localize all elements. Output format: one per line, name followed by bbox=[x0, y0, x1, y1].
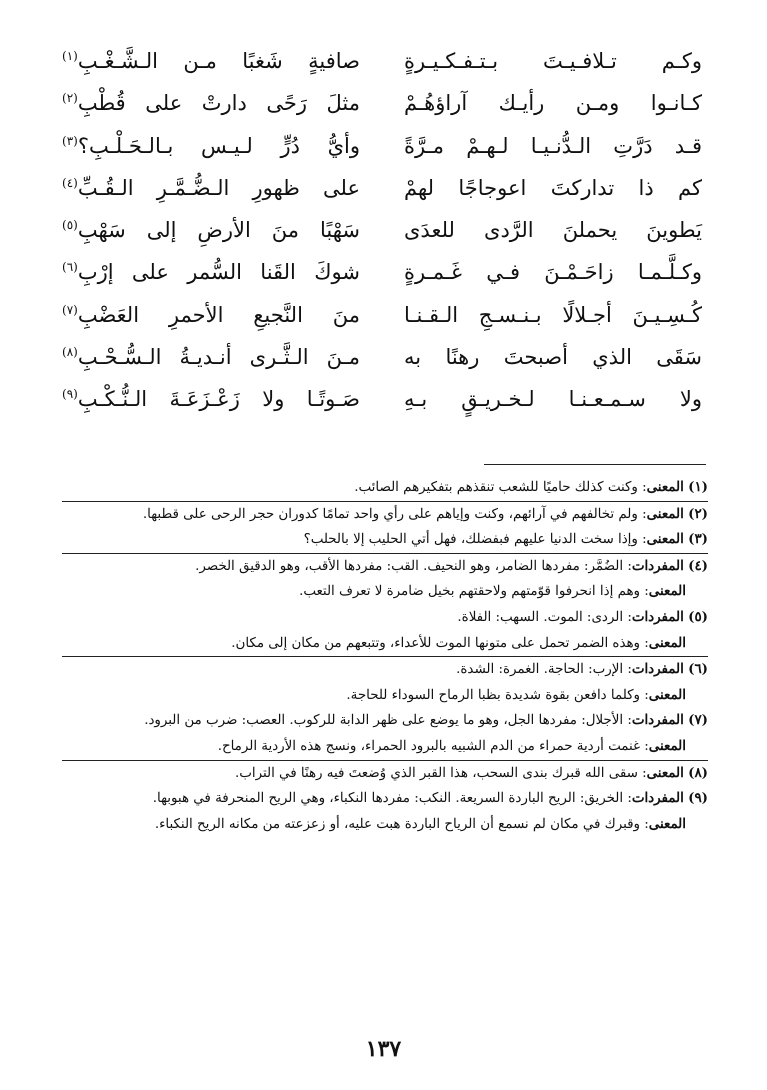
verse-first-hemistich: يَطوينَ يحملنَ الرَّدى للعدَى bbox=[404, 218, 702, 243]
footnote-paragraph bbox=[62, 502, 708, 528]
footnote bbox=[62, 527, 708, 553]
poem-verse bbox=[62, 251, 702, 293]
footnote-text: : الضُمَّر: مفردها الضامر، وهو النحيف. القب: مفردها الأقب، وهو الدقيق الخصر. bbox=[195, 558, 632, 574]
footnote-text: : وهذه الضمر تحمل على متونها الموت للأعداء، وتتبعهم من مكان إلى مكان. bbox=[231, 635, 649, 651]
poem-verse bbox=[62, 294, 702, 336]
verse-first-hemistich: كـانـوا ومـن رأيـك آراؤهُـمْ bbox=[404, 91, 702, 116]
footnote-text: : الخريق: الريح الباردة السريعة. النكب: مفردها النكباء، وهي الريح المنحرفة في هبوبها. bbox=[152, 791, 632, 807]
hemistich-text: مـنَ الـثَّـرى أنـديـةُ الـسُّـحْـبِ bbox=[77, 345, 360, 370]
footnote-paragraph bbox=[62, 631, 708, 657]
footnote-text: : وكلما دافعن بقوة شديدة بظبا الرماح السوداء للحاجة. bbox=[346, 687, 649, 703]
footnote-marker: (٣) bbox=[62, 133, 78, 148]
verse-second-hemistich bbox=[62, 167, 360, 209]
verse-first-hemistich: وكـلَّـمـا زاحَـمْـنَ فـي غَـمـرةٍ bbox=[404, 260, 702, 285]
verse-first-hemistich: ولا سـمـعـنـا لـخـريـقٍ بـهِ bbox=[404, 387, 702, 412]
footnote bbox=[62, 786, 708, 837]
hemistich-text: وأيُّ دُرٍّ لـيـس بـالـحَـلْـبِ؟ bbox=[77, 133, 360, 158]
footnote-paragraph bbox=[62, 708, 708, 734]
footnote-label: المعنى bbox=[648, 737, 686, 754]
footnote-text: : ولم تخالفهم في آرائهم، وكنت وإياهم على رأي واحد تمامًا كدوران حجر الرحى على قطبها. bbox=[142, 506, 647, 522]
footnote-text: : الردى: الموت. السهب: الفلاة. bbox=[457, 609, 632, 625]
footnote-paragraph bbox=[62, 683, 708, 709]
poem-verse bbox=[62, 167, 702, 209]
poem-verse bbox=[62, 209, 702, 251]
footnote-paragraph bbox=[62, 657, 708, 683]
footnotes bbox=[62, 475, 708, 837]
footnote-number: (٩) bbox=[688, 790, 708, 807]
footnote-number: (٤) bbox=[688, 557, 708, 574]
poem-verse bbox=[62, 82, 702, 124]
footnote-marker: (٦) bbox=[62, 260, 78, 275]
verse-second-hemistich bbox=[62, 82, 360, 124]
footnote-label: المفردات bbox=[631, 661, 684, 678]
footnote-label: المفردات bbox=[631, 557, 684, 574]
verse-first-hemistich: قـد دَرَّتِ الـدُّنـيـا لـهـمْ مـرَّةً bbox=[404, 133, 702, 158]
footnote-number: (٥) bbox=[688, 608, 708, 625]
hemistich-text: سَهْبًا منَ الأرضِ إلى سَهْبِ bbox=[77, 218, 360, 243]
footnote-text: : غنمت أردية حمراء من الدم الشبيه بالبرود الحمراء، ونسج هذه الأردية الرماح. bbox=[217, 738, 649, 754]
footnote-number: (٢) bbox=[688, 505, 708, 522]
footnote-paragraph bbox=[62, 579, 708, 605]
footnote-marker: (٩) bbox=[62, 387, 78, 402]
footnote-label: المعنى bbox=[648, 815, 686, 832]
footnote-paragraph bbox=[62, 734, 708, 760]
footnote-separator bbox=[484, 464, 706, 465]
footnote-text: : وهم إذا انحرفوا قوّمتهم ولاحقتهم بخيل ضامرة لا تعرف التعب. bbox=[299, 584, 649, 600]
verse-second-hemistich bbox=[62, 251, 360, 293]
footnote-number: (٧) bbox=[688, 712, 708, 729]
footnote-marker: (١) bbox=[62, 49, 78, 63]
verse-second-hemistich bbox=[62, 336, 360, 378]
footnote-paragraph bbox=[62, 605, 708, 631]
footnote-text: : الإرب: الحاجة. الغمرة: الشدة. bbox=[456, 662, 632, 678]
footnote bbox=[62, 475, 708, 501]
footnote-number: (١) bbox=[688, 479, 708, 495]
footnote-label: المعنى bbox=[646, 505, 684, 522]
footnote-paragraph bbox=[62, 527, 708, 553]
footnote bbox=[62, 501, 708, 528]
footnote-label: المفردات bbox=[631, 712, 684, 729]
poem-verse bbox=[62, 378, 702, 420]
poem-verse bbox=[62, 336, 702, 378]
footnote bbox=[62, 605, 708, 656]
verse-first-hemistich: كم ذا تداركتَ اعوجاجًا لهمْ bbox=[404, 175, 702, 200]
poem-verse bbox=[62, 40, 702, 82]
hemistich-text: صافيةٍ شَغبًا مـن الـشَّـغْـبِ bbox=[77, 49, 360, 73]
footnote-text: : وكنت كذلك حاميًا للشعب تنقذهم بتفكيرهم الصائب. bbox=[354, 480, 647, 495]
footnote-marker: (٤) bbox=[62, 175, 78, 190]
footnote-marker: (٥) bbox=[62, 218, 78, 233]
footnote-marker: (٨) bbox=[62, 345, 78, 360]
hemistich-text: صَـوتًـا ولا زَعْـزَعَـةَ الـنُّـكْـبِ bbox=[77, 387, 360, 412]
hemistich-text: على ظهورِ الـضُّـمَّـرِ الـقُـبِّ bbox=[77, 175, 360, 200]
verse-first-hemistich: وكـم تـلافـيـتَ بـتـفـكـيـرةٍ bbox=[404, 49, 702, 73]
footnote-text: : وإذا سخت الدنيا عليهم فبفضلك، فهل أتي الحليب إلا بالحلب؟ bbox=[303, 532, 647, 548]
hemistich-text: منَ النَّجيعِ الأحمرِ العَضْبِ bbox=[77, 302, 360, 327]
poem-verse bbox=[62, 125, 702, 167]
verse-second-hemistich bbox=[62, 125, 360, 167]
footnote-paragraph bbox=[62, 761, 708, 787]
verse-second-hemistich bbox=[62, 40, 360, 82]
footnote-number: (٨) bbox=[688, 764, 708, 781]
footnote-paragraph bbox=[62, 554, 708, 580]
footnote bbox=[62, 708, 708, 759]
verse-first-hemistich: كُـسِـيـنَ أجـلالًا بـنـسـجِ الـقـنـا bbox=[404, 302, 702, 327]
verse-second-hemistich bbox=[62, 209, 360, 251]
verse-second-hemistich bbox=[62, 294, 360, 336]
hemistich-text: شوكَ القَنا السُّمر على إرْبِ bbox=[77, 260, 360, 285]
footnote-label: المعنى bbox=[646, 531, 684, 548]
verse-first-hemistich: سَقَى الذي أصبحتَ رهنًا به bbox=[404, 345, 702, 370]
page-number: ١٣٧ bbox=[365, 1036, 402, 1062]
footnote-paragraph bbox=[62, 812, 708, 838]
footnote-label: المعنى bbox=[646, 479, 684, 495]
footnote-label: المعنى bbox=[648, 634, 686, 651]
footnote-number: (٦) bbox=[688, 661, 708, 678]
footnote bbox=[62, 656, 708, 708]
footnote-label: المعنى bbox=[648, 583, 686, 600]
hemistich-text: مثلَ رَحًى دارتْ على قُطْبِ bbox=[77, 91, 360, 116]
footnote-text: : الأجلال: مفردها الجل، وهو ما يوضع على ظهر الدابة للركوب. العصب: ضرب من البرود. bbox=[144, 713, 632, 729]
footnote-label: المفردات bbox=[631, 608, 684, 625]
footnote bbox=[62, 760, 708, 787]
verse-second-hemistich bbox=[62, 378, 360, 420]
footnote-label: المفردات bbox=[631, 790, 684, 807]
footnote-marker: (٢) bbox=[62, 91, 78, 106]
footnote-text: : وقبرك في مكان لم نسمع أن الرياح الباردة هبت عليه، أو زعزعته من مكانه الريح النكباء. bbox=[154, 816, 649, 832]
footnote-label: المعنى bbox=[646, 764, 684, 781]
footnote-paragraph bbox=[62, 786, 708, 812]
footnote-label: المعنى bbox=[648, 686, 686, 703]
footnote-number: (٣) bbox=[688, 531, 708, 548]
footnote-paragraph bbox=[62, 475, 708, 501]
poem bbox=[62, 40, 702, 421]
footnote-marker: (٧) bbox=[62, 302, 78, 317]
footnote bbox=[62, 553, 708, 605]
footnote-text: : سقى الله قبرك بندى السحب، هذا القبر الذي وُضعتَ فيه رهنًا في التراب. bbox=[234, 765, 647, 781]
